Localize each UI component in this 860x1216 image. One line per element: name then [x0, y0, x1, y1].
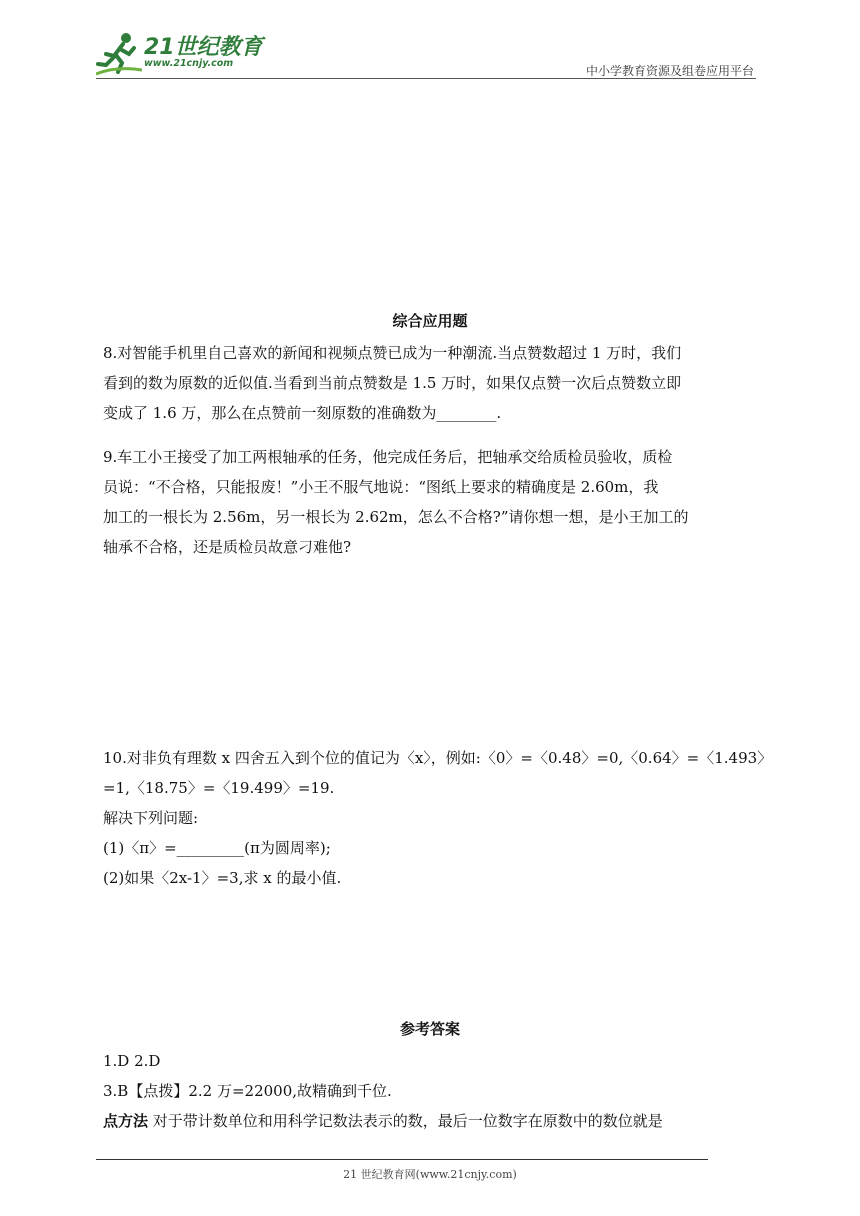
logo-text: 21世纪教育 [144, 35, 263, 60]
question-10 [103, 743, 773, 893]
method-label: 点方法 [103, 1112, 149, 1130]
answer-line: 1.D 2.D [103, 1052, 161, 1070]
runner-logo-icon [96, 30, 142, 76]
logo-url: www.21cnjy.com [144, 58, 234, 69]
platform-name: 中小学教育资源及组卷应用平台 [585, 64, 754, 78]
method-text: 对于带计数单位和用科学记数法表示的数，最后一位数字在原数中的数位就是 [148, 1112, 663, 1130]
question-9 [103, 442, 763, 562]
footer-text: 21 世纪教育网(www.21cnjy.com) [343, 1168, 517, 1181]
question-9-line: 加工的一根长为 2.56m，另一根长为 2.62m，怎么不合格?”请你想一想，是小王加工的 [103, 508, 689, 526]
logo [96, 30, 266, 78]
question-10-line: 10.对非负有理数 x 四舍五入到个位的值记为〈x〉，例如:〈0〉=〈0.48〉=0,〈0.64〉=〈1.493〉 [103, 749, 773, 767]
footer-divider [96, 1159, 708, 1160]
method-line [103, 1106, 763, 1136]
question-8-line: 8.对智能手机里自己喜欢的新闻和视频点赞已成为一种潮流.当点赞数超过 1 万时，我们 [103, 344, 682, 362]
question-8-line: 变成了 1.6 万，那么在点赞前一刻原数的准确数为________. [103, 404, 502, 422]
answers-title: 参考答案 [399, 1020, 460, 1038]
question-10-line: =1,〈18.75〉=〈19.499〉=19. [103, 779, 335, 797]
question-8-line: 看到的数为原数的近似值.当看到当前点赞数是 1.5 万时，如果仅点赞一次后点赞数立即 [103, 374, 682, 392]
question-10-line: 解决下列问题: [103, 809, 199, 827]
question-10-line: (1)〈π〉=_________(π为圆周率); [103, 839, 331, 857]
section-title: 综合应用题 [392, 312, 468, 330]
question-9-line: 轴承不合格，还是质检员故意刁难他? [103, 538, 352, 556]
question-8 [103, 338, 763, 428]
answers-block [103, 1046, 763, 1136]
header-divider [96, 78, 756, 79]
question-9-line: 员说：“不合格，只能报废！”小王不服气地说：“图纸上要求的精确度是 2.60m，我 [103, 478, 659, 496]
question-9-line: 9.车工小王接受了加工两根轴承的任务，他完成任务后，把轴承交给质检员验收，质检 [103, 448, 673, 466]
page-header [0, 0, 860, 90]
question-10-line: (2)如果〈2x-1〉=3,求 x 的最小值. [103, 869, 342, 887]
answer-line: 3.B【点拨】2.2 万=22000,故精确到千位. [103, 1082, 392, 1100]
